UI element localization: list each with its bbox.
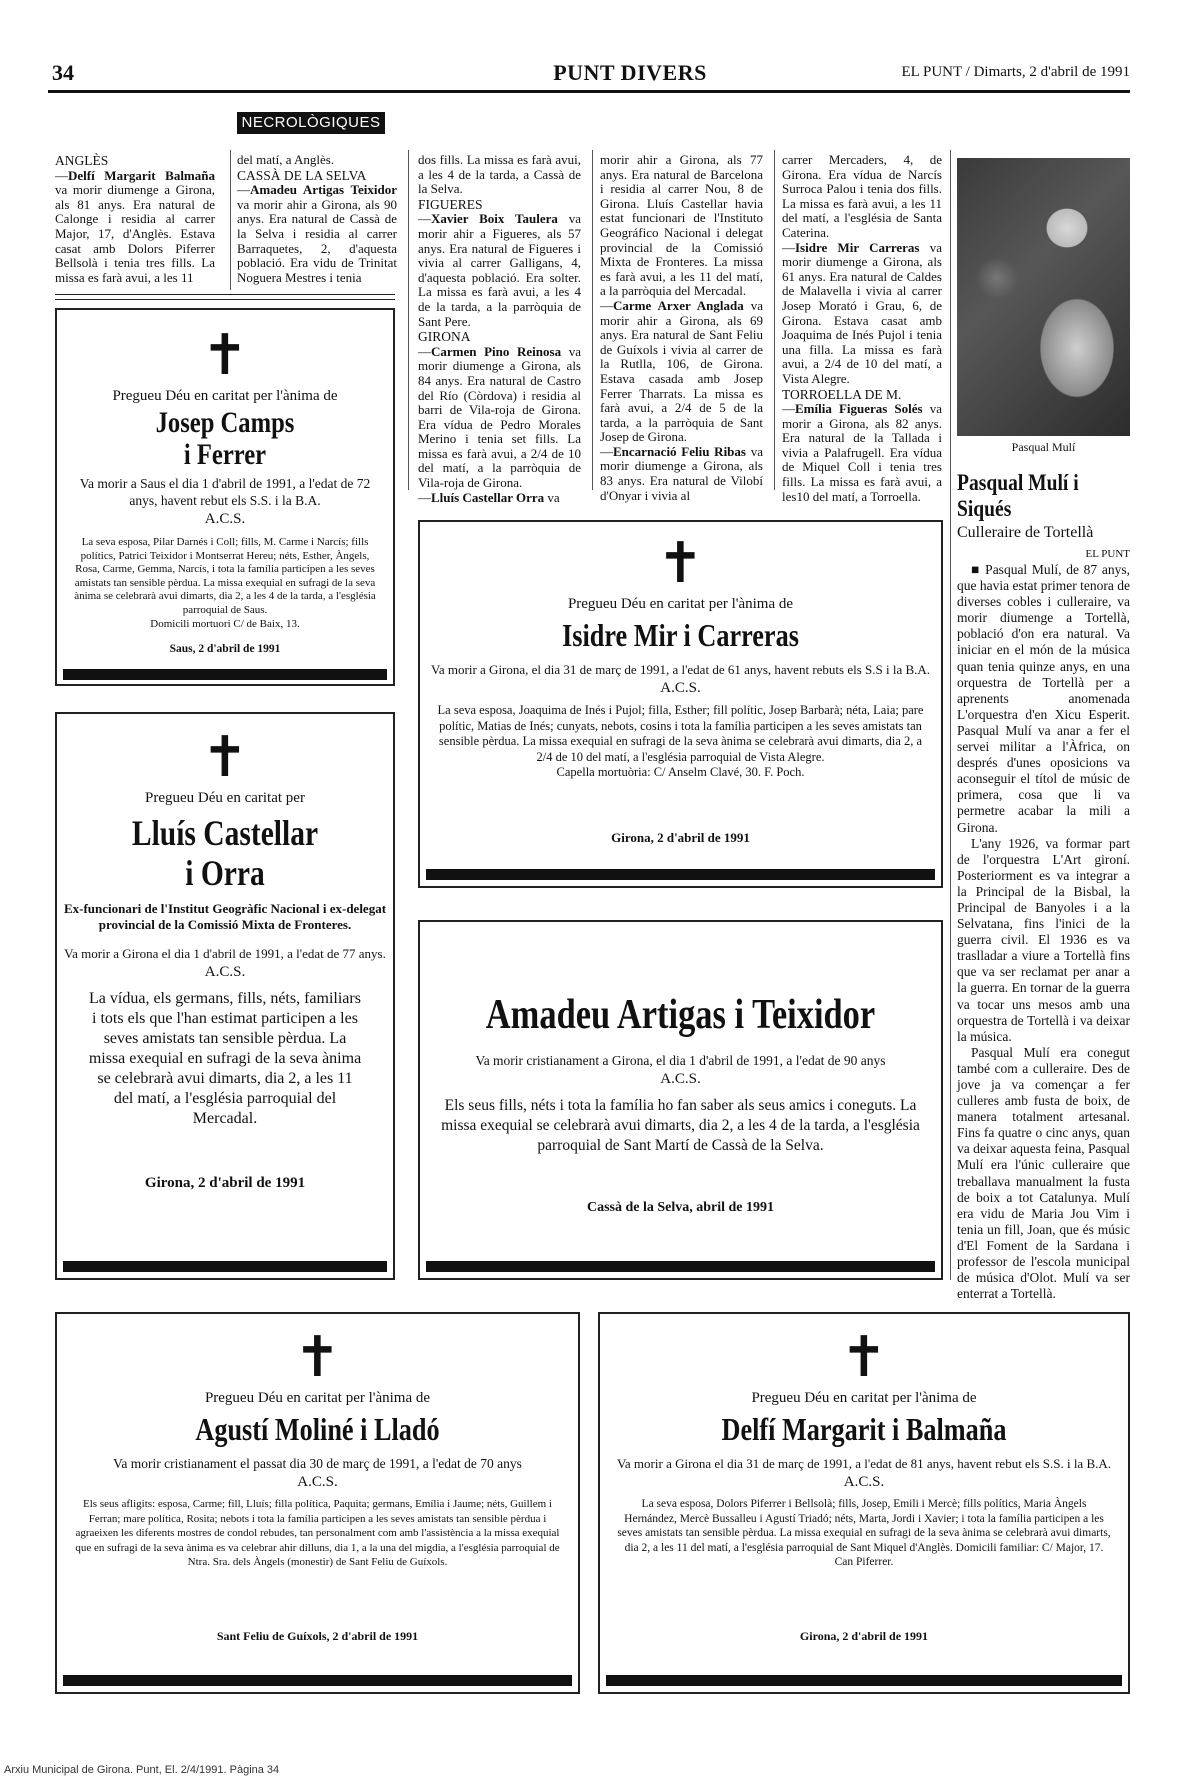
- article-paragraph: ■ Pasqual Mulí, de 87 anys, que havia estat primer tenora de diverses cobles i culleraire, va morir diumenge a Tortellà, població d'on era natural. Va iniciar en el món de la música quan tenia quinze anys, en una orquestra de Tortellà per a aprenents anomenada L'orquestra d'en Xicu Esperit. Pasqual Mulí va anar a fer el servei militar a l'Àfrica, on després d'unes oposicions va aconseguir el títol de músic de primera, cosa que li va permetre acabar la mili a Girona.: [957, 562, 1130, 835]
- portrait-photo: [957, 158, 1130, 436]
- obituary-entry: —Delfí Margarit Balmaña va morir diumenge a Girona, als 81 anys. Era natural de Calonge i residia al carrer Major, 17, d'Anglès. Estava casat amb Dolors Piferrer Bellsolà i tenia tres fills. La missa es farà avui, a les 11: [55, 167, 215, 285]
- death-info: Va morir a Girona el dia 31 de març de 1991, a l'edat de 81 anys, havent rebut els S.S. i la B.A.: [616, 1456, 1112, 1471]
- column-divider: [230, 150, 231, 290]
- family-text: La seva esposa, Joaquima de Inés i Pujol; filla, Esther; fill polític, Josep Barbarà; néta, Laia; pare polític, Matias de Inés; cunyats, nebots, cosins i tota la família participen a les seves amistats tan sensible pèrdua. La missa exequial en sufragi de la seva ànima se celebrarà avui dimarts, dia 2, a 2/4 de 10 del matí, a l'església parroquial de Vista Alegre.: [437, 703, 924, 764]
- town-heading: CASSÀ DE LA SELVA: [237, 167, 367, 183]
- death-notice-isidre-mir: [418, 520, 943, 888]
- death-info: Va morir a Girona el dia 1 d'abril de 1991, a l'edat de 77 anys.: [64, 946, 386, 961]
- obituary-text: va morir a Girona, als 82 anys. Era natural de la Tallada i vivia a Palafrugell. Era vídua de Miquel Coll i tenia tres fills. La missa es farà avui, a les10 del matí, a Torroella.: [782, 401, 942, 504]
- article-title: Pasqual Mulí i Siqués: [957, 470, 1079, 521]
- death-notice-amadeu-artigas: [418, 920, 943, 1280]
- death-notice-josep-camps: [55, 308, 395, 686]
- obituary-entry: —Emília Figueras Solés va morir a Girona, als 82 anys. Era natural de la Tallada i vivia a Palafrugell. Era vídua de Miquel Coll i tenia tres fills. La missa es farà avui, a les10 del matí, a Torroella.: [782, 401, 942, 504]
- obituary-column-5: [782, 153, 942, 504]
- obituary-name: Amadeu Artigas Teixidor: [250, 182, 397, 198]
- deceased-name: Agustí Moliné i Lladó: [195, 1411, 440, 1447]
- acs-label: A.C.S.: [843, 1474, 885, 1490]
- article-byline: EL PUNT: [1085, 548, 1130, 560]
- photo-caption: Pasqual Mulí: [1011, 440, 1076, 454]
- town-heading: ANGLÈS: [55, 153, 109, 168]
- obituary-name: Carme Arxer Anglada: [613, 297, 744, 313]
- death-notice-lluis-castellar: [55, 712, 395, 1280]
- obituary-text: va morir diumenge a Girona, als 84 anys. Era natural de Castro del Río (Còrdova) i residia al barri de Vila-roja de Girona. Era vídua de Pedro Morales Merino i tenia set fills. La missa es farà avui, a 2/4 de 10 del matí, a la parròquia de Vila-roja de Girona.: [418, 343, 581, 491]
- obituary-column-2: [237, 153, 397, 285]
- black-bar: [426, 869, 935, 880]
- acs-label: A.C.S.: [204, 511, 246, 527]
- death-notice-delfi-margarit: [598, 1312, 1130, 1694]
- death-info: Va morir a Girona, el dia 31 de març de 1991, a l'edat de 61 anys, havent rebuts els S.S i la B.A.: [430, 662, 931, 677]
- obituary-entry: —Xavier Boix Taulera va morir ahir a Figueres, als 57 anys. Era natural de Figueres i vivia al carrer Galligans, 4, d'aquesta població. Era solter. La missa es farà avui, a les 4 de la tarda, a la parròquia de Sant Pere.: [418, 211, 581, 329]
- deceased-title: Ex-funcionari de l'Institut Geogràfic Nacional i ex-delegat provincial de la Comissió Mixta de Fronteres.: [63, 901, 387, 932]
- article-body: [957, 562, 1130, 1302]
- deceased-name: Amadeu Artigas i Teixidor: [485, 992, 876, 1038]
- acs-label: A.C.S.: [660, 1071, 701, 1087]
- cross-icon: ✝: [840, 1325, 888, 1390]
- obituary-entry: —Isidre Mir Carreras va morir diumenge a Girona, als 61 anys. Era natural de Caldes de Malavella i vivia al carrer Josep Morató i Grau, 6, de Girona. Estava casat amb Joaquima de Inés Pujol i tenia una filla. La missa es farà avui, a 2/4 de 10 del matí, a Vista Alegre.: [782, 239, 942, 386]
- obituary-name: Delfí Margarit Balmaña: [68, 167, 215, 183]
- obituary-text: del matí, a Anglès.: [237, 152, 335, 167]
- black-bar: [63, 669, 387, 680]
- header-rule: [48, 90, 1130, 93]
- prayer-line: Pregueu Déu en caritat per l'ànima de: [751, 1390, 977, 1406]
- black-bar: [606, 1675, 1122, 1686]
- obituary-entry: —Carme Arxer Anglada va morir ahir a Girona, als 69 anys. Era natural de Sant Feliu de Guíxols i vivia al carrer de la Rutlla, 106, de Girona. Estava casada amb Josep Ferrer Tharrats. La missa es farà avui, a 2/4 de 5 de la tarda, a la parròquia de Sant Josep de Girona.: [600, 297, 763, 445]
- family-text: La seva esposa, Pilar Darnés i Coll; fills, M. Carme i Narcís; fills polítics, Patrici Teixidor i Montserrat Hereu; néts, Esther, Àngels, Rosa, Carme, Gemma, Narcís, i tota la família participen a les seves amistats tan sensible pèrdua. La missa exequial en sufragi de la seva ànima se celebrarà avui dimarts, dia 2, a les 4 de la tarda, a l'església parroquial de Saus.: [74, 536, 376, 616]
- obituary-entry: —Lluís Castellar Orra va: [418, 489, 560, 505]
- page-number: 34: [52, 60, 74, 85]
- column-divider: [774, 150, 775, 490]
- death-notice-agusti-moline: [55, 1312, 580, 1694]
- prayer-line: Pregueu Déu en caritat per l'ànima de: [112, 388, 338, 404]
- obituary-name: Emília Figueras Solés: [795, 401, 923, 417]
- obituary-text: dos fills. La missa es farà avui, a les 4 de la tarda, a Cassà de la Selva.: [418, 152, 581, 197]
- notice-signature: Saus, 2 d'abril de 1991: [169, 643, 281, 655]
- acs-label: A.C.S.: [660, 680, 701, 696]
- home-address: Capella mortuòria: C/ Anselm Clavé, 30. F. Poch.: [556, 765, 805, 779]
- column-divider: [950, 150, 951, 1280]
- double-rule: [55, 294, 395, 300]
- obituary-text: morir ahir a Girona, als 77 anys. Era natural de Barcelona i residia al carrer Nou, 8 de Girona. Lluís Castellar havia estat funcionari de l'Instituto Geográfico Nacional i delegat provincial de la Comissió Mixta de Fronteres. La missa es farà avui, a les 11 del matí, a la parròquia del Mercadal.: [600, 152, 763, 299]
- obituary-column-3: [418, 153, 581, 505]
- prayer-line: Pregueu Déu en caritat per: [145, 790, 305, 806]
- family-text: La vídua, els germans, fills, néts, familiars i tots els que l'han estimat participen a les seves amistats tan sensible pèrdua. La missa exequial en sufragi de la seva ànima se celebrarà avui dimarts, dia 2, a les 11 del matí, a l'església parroquial del Mercadal.: [88, 990, 362, 1127]
- family-text: Els seus afligits: esposa, Carme; fill, Lluís; filla política, Paquita; germans, Emília i Jaume; néts, Guillem i Ferran; mare política, Rosita; nebots i tota la família participen a les seves amistats tan sensible pèrdua i agraeixen les diferents mostres de condol rebudes, tan personalment com amb l'assistència a la missa exequial que en sufragi de la seva ànima es va celebrar ahir dilluns, dia 1, a la una del migdia, a l'església parroquial de Ntra. Sra. dels Àngels (monestir) de Sant Feliu de Guíxols.: [75, 1498, 560, 1568]
- deceased-name: Lluís Castellar: [131, 813, 319, 853]
- deceased-name: Josep Camps: [155, 406, 295, 439]
- obituary-text: va morir diumenge a Girona, als 81 anys. Era natural de Calonge i residia al carrer Major, 17, d'Anglès. Estava casat amb Dolors Piferrer Bellsolà i tenia tres fills. La missa es farà avui, a les 11: [55, 182, 215, 285]
- obituary-name: Carmen Pino Reinosa: [431, 343, 562, 359]
- notice-signature: Girona, 2 d'abril de 1991: [611, 830, 750, 845]
- column-divider: [592, 150, 593, 490]
- obituary-name: Encarnació Feliu Ribas: [613, 443, 746, 459]
- acs-label: A.C.S.: [204, 964, 246, 980]
- cross-icon: ✝: [657, 531, 704, 596]
- obituary-text: va: [544, 489, 560, 505]
- archive-footer: Arxiu Municipal de Girona. Punt, El. 2/4/1991. Pàgina 34: [4, 1764, 280, 1776]
- obituary-name: Xavier Boix Taulera: [431, 211, 558, 227]
- town-heading: FIGUERES: [418, 196, 483, 212]
- newspaper-section-title: PUNT DIVERS: [553, 60, 707, 85]
- obituary-column-4: [600, 153, 763, 503]
- notice-signature: Cassà de la Selva, abril de 1991: [586, 1200, 775, 1215]
- deceased-name-cont: i Ferrer: [183, 438, 267, 471]
- death-info: Va morir a Saus el dia 1 d'abril de 1991, a l'edat de 72 anys, havent rebut els S.S. i la B.A.: [79, 476, 371, 508]
- black-bar: [63, 1261, 387, 1272]
- town-heading: TORROELLA DE M.: [782, 386, 902, 402]
- prayer-line: Pregueu Déu en caritat per l'ànima de: [204, 1390, 431, 1406]
- death-info: Va morir cristianament a Girona, el dia 1 d'abril de 1991, a l'edat de 90 anys: [475, 1053, 886, 1068]
- cross-icon: ✝: [294, 1325, 341, 1390]
- obituary-text: va morir ahir a Girona, als 69 anys. Era natural de Sant Feliu de Guíxols i vivia al carrer de la Rutlla, 106, de Girona. Estava casada amb Josep Ferrer Tharrats. La missa es farà avui, a 2/4 de 5 de la tarda, a la parròquia de Sant Josep de Girona.: [600, 297, 763, 445]
- notice-signature: Girona, 2 d'abril de 1991: [799, 1629, 929, 1643]
- deceased-name: Isidre Mir i Carreras: [562, 617, 799, 653]
- notice-signature: Sant Feliu de Guíxols, 2 d'abril de 1991: [216, 1629, 419, 1643]
- family-text: La seva esposa, Dolors Piferrer i Bellsolà; fills, Josep, Emili i Mercè; fills polítics, Maria Àngels Hernández, Mercè Bussalleu i Agustí Triadó; néts, Marta, Jordi i Xavier; i tota la família participen a les seves amistats tan sensible pèrdua. La missa exequial en sufragi de la seva ànima se celebrarà avui dimarts, dia 2, a les 11 del matí, a l'església parroquial de Sant Miquel d'Anglès. Domicili familiar: C/ Major, 17. Can Piferrer.: [617, 1498, 1111, 1568]
- article-subtitle: Culleraire de Tortellà: [957, 524, 1094, 541]
- obituary-name: Isidre Mir Carreras: [795, 239, 920, 255]
- newspaper-dateline: EL PUNT / Dimarts, 2 d'abril de 1991: [901, 64, 1130, 80]
- family-text: Els seus fills, néts i tota la família ho fan saber als seus amics i coneguts. La missa exequial se celebrarà avui dimarts, dia 2, a les 4 de la tarda, a l'església parroquial de Sant Martí de Cassà de la Selva.: [441, 1097, 920, 1154]
- obituary-text: va morir ahir a Figueres, als 57 anys. Era natural de Figueres i vivia al carrer Galligans, 4, d'aquesta població. Era solter. La missa es farà avui, a les 4 de la tarda, a la parròquia de Sant Pere.: [418, 211, 581, 329]
- deceased-name-cont: i Orra: [185, 853, 265, 893]
- cross-icon: ✝: [201, 725, 249, 790]
- article-paragraph: Pasqual Mulí era conegut també com a culleraire. Des de jove ja va començar a fer culleres amb fusta de boix, de manera totalment artesanal. Fins fa quatre o cinc anys, quan va deixar aquesta feina, Pasqual Mulí era l'únic culleraire que treballava manualment la fusta de boix a tot Catalunya. Mulí era vidu de Maria Jou Vim i tenia un fill, Joan, que és músic d'El Foment de la Sardana i professor de l'escola municipal de música d'Olot. Mulí va ser enterrat a Tortellà.: [957, 1044, 1130, 1302]
- black-bar: [63, 1675, 572, 1686]
- black-bar: [426, 1261, 935, 1272]
- home-address: Domicili mortuori C/ de Baix, 13.: [150, 618, 300, 630]
- town-heading: GIRONA: [418, 329, 471, 345]
- obituary-entry: —Carmen Pino Reinosa va morir diumenge a Girona, als 84 anys. Era natural de Castro del Río (Còrdova) i residia al barri de Vila-roja de Girona. Era vídua de Pedro Morales Merino i tenia set fills. La missa es farà avui, a 2/4 de 10 del matí, a la parròquia de Vila-roja de Girona.: [418, 343, 581, 491]
- section-label: NECROLÒGIQUES: [237, 112, 385, 134]
- deceased-name: Delfí Margarit i Balmaña: [721, 1411, 1007, 1447]
- obituary-text: va morir diumenge a Girona, als 61 anys. Era natural de Caldes de Malavella i vivia al carrer Josep Morató i Grau, 6, de Girona. Estava casat amb Joaquima de Inés Pujol i tenia una filla. La missa es farà avui, a 2/4 de 10 del matí, a Vista Alegre.: [782, 239, 942, 386]
- death-info: Va morir cristianament el passat dia 30 de març de 1991, a l'edat de 70 anys: [113, 1456, 522, 1471]
- acs-label: A.C.S.: [297, 1474, 338, 1490]
- obituary-text: va morir ahir a Girona, als 90 anys. Era natural de Cassà de la Selva i residia al carrer Barraquetes, 2, d'aquesta població. Era vidu de Trinitat Noguera Mestres i tenia: [237, 196, 397, 285]
- obituary-text: carrer Mercaders, 4, de Girona. Era vídua de Narcís Surroca Palou i tenia dos fills. La missa es farà avui, a les 11 del matí, a l'església de Santa Caterina.: [782, 152, 942, 240]
- article-paragraph: L'any 1926, va formar part de l'orquestra L'Art gironí. Posteriorment es va integrar a la Principal de la Bisbal, la Principal de Banyoles i a la Selvatana, fins l'inici de la guerra civil. El 1936 es va traslladar a viure a Tortellà fins que va ser reclamat per anar a la guerra. En tornar de la guerra va tocar uns mesos amb una orquestra de Tortellà i va deixar la música.: [957, 835, 1130, 1044]
- column-divider: [408, 150, 409, 490]
- obituary-entry: —Amadeu Artigas Teixidor va morir ahir a Girona, als 90 anys. Era natural de Cassà de la Selva i residia al carrer Barraquetes, 2, d'aquesta població. Era vidu de Trinitat Noguera Mestres i tenia: [237, 182, 397, 285]
- obituary-column-1: [55, 153, 215, 285]
- obituary-text: va morir diumenge a Girona, als 83 anys. Era natural de Vilobí d'Onyar i vivia al: [600, 443, 763, 503]
- notice-signature: Girona, 2 d'abril de 1991: [144, 1175, 306, 1191]
- obituary-name: Lluís Castellar Orra: [431, 489, 545, 505]
- prayer-line: Pregueu Déu en caritat per l'ànima de: [567, 596, 794, 612]
- obituary-entry: —Encarnació Feliu Ribas va morir diumenge a Girona, als 83 anys. Era natural de Vilobí d'Onyar i vivia al: [600, 443, 763, 503]
- cross-icon: ✝: [201, 323, 249, 388]
